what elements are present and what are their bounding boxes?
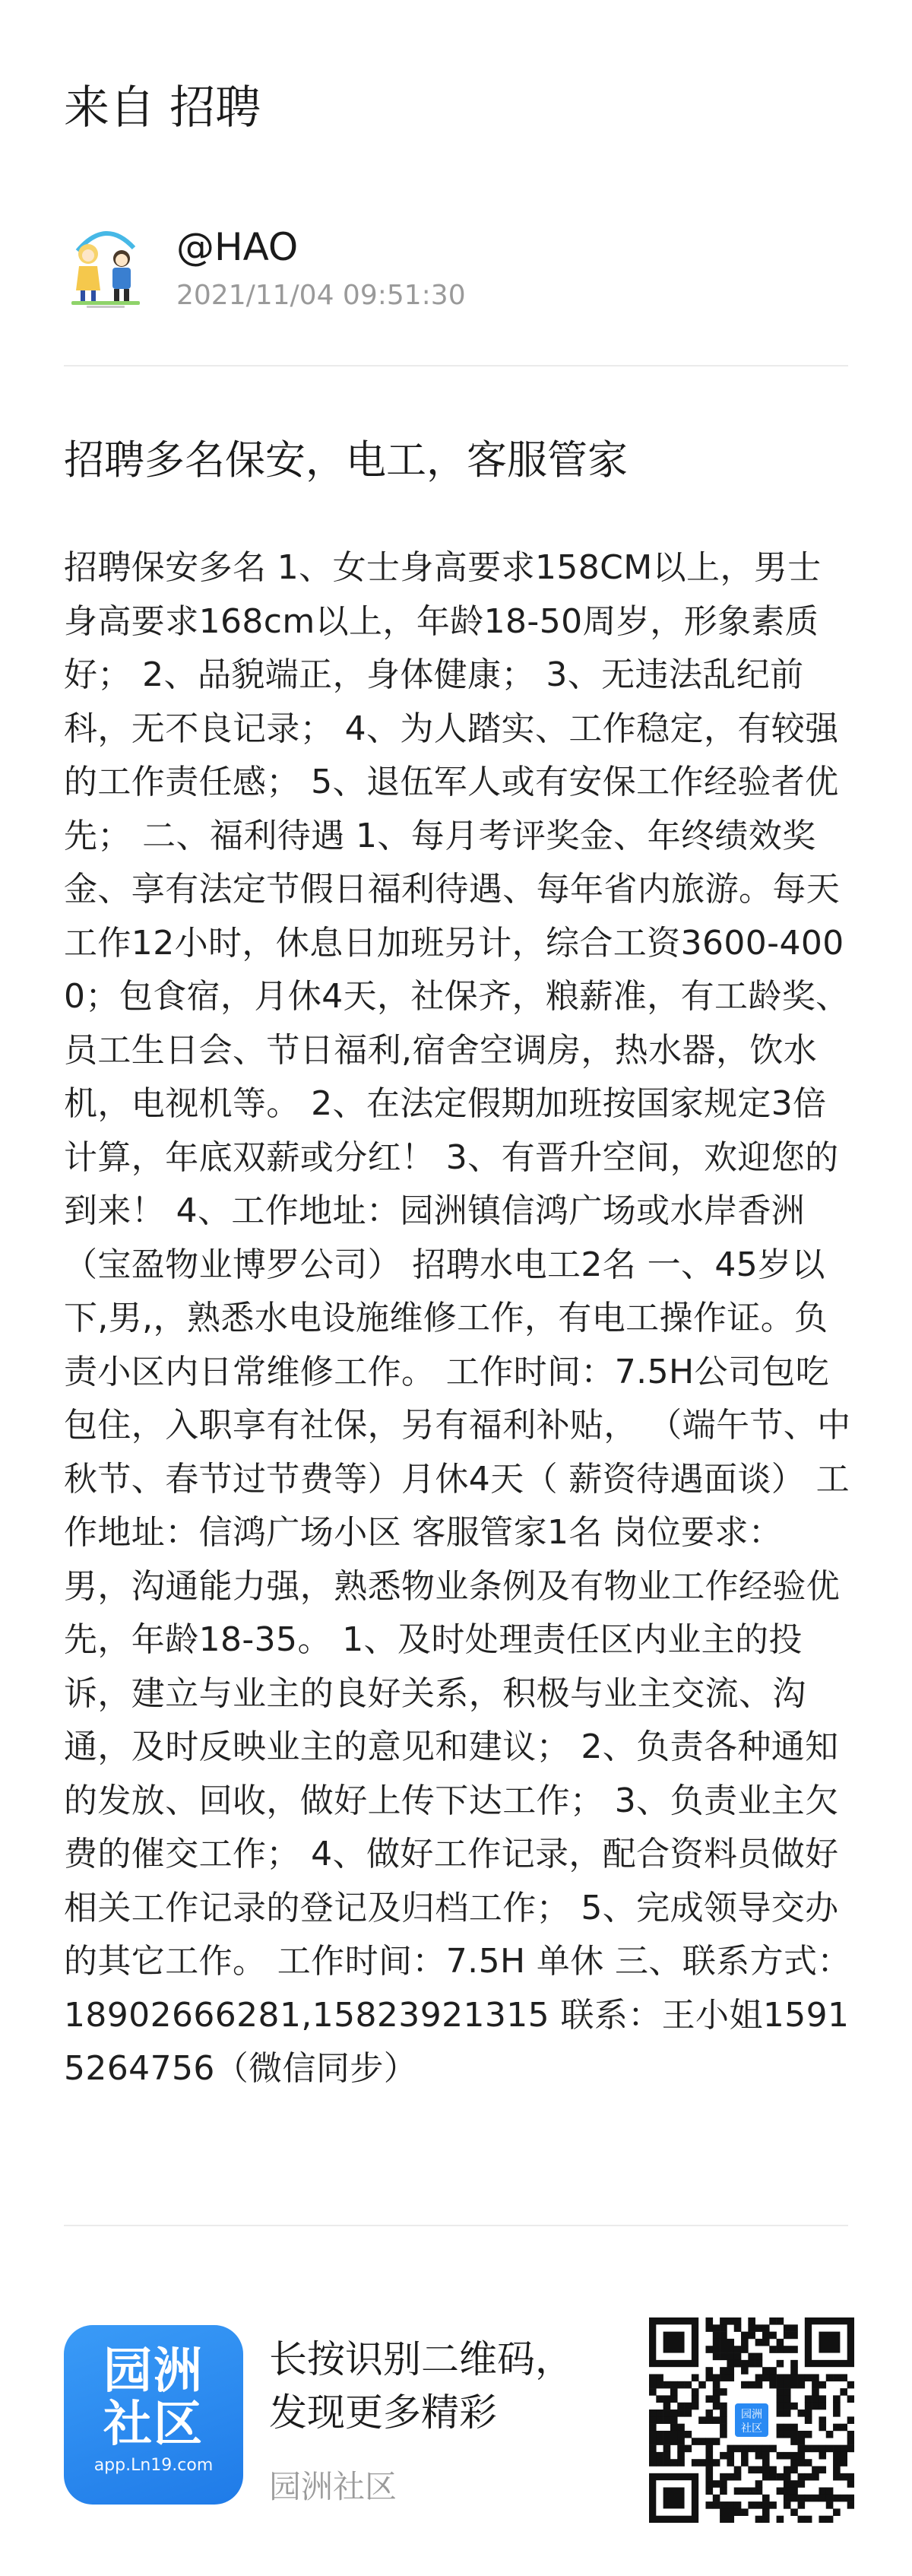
qr-code[interactable] bbox=[649, 2317, 854, 2523]
author-block bbox=[64, 220, 848, 319]
qr-center-text: 社区 bbox=[741, 2422, 762, 2435]
app-logo bbox=[64, 2325, 243, 2505]
qr-center-text: 园洲 bbox=[741, 2409, 762, 2421]
avatar[interactable] bbox=[64, 220, 147, 312]
app-logo-text: 社区 bbox=[103, 2397, 204, 2453]
author-name[interactable]: @HAO bbox=[176, 225, 299, 269]
post-body: 招聘保安多名 1、女士身高要求158CM以上，男士身高要求168cm以上，年龄18-50周岁，形象素质好； 2、品貌端正，身体健康； 3、无违法乱纪前科，无不良记录； 4、为人踏实、工作稳定，有较强的工作责任感； 5、退伍军人或有安保工作经验者优先； 二、福利待遇 1、每月考评奖金、年终绩效奖金、享有法定节假日福利待遇、每年省内旅游。每天工作12小时，休息日加班另计，综合工资3600-4000；包食宿，月休4天，社保齐，粮薪准，有工龄奖、员工生日会、节日福利,宿舍空调房，热水器，饮水机，电视机等。 2、在法定假期加班按国家规定3倍计算，年底双薪或分红！ 3、有晋升空间，欢迎您的到来！ 4、工作地址：园洲镇信鸿广场或水岸香洲（宝盈物业博罗公司） 招聘水电工2名 一、45岁以下,男,，熟悉水电设施维修工作，有电工操作证。负责小区内日常维修工作。 工作时间：7.5H公司包吃包住，入职享有社保，另有福利补贴， （端午节、中秋节、春节过节费等）月休4天（ 薪资待遇面谈） 工作地址：信鸿广场小区 客服管家1名 岗位要求： 男，沟通能力强，熟悉物业条例及有物业工作经验优先，年龄18-35。 1、及时处理责任区内业主的投诉，建立与业主的良好关系，积极与业主交流、沟通，及时反映业主的意见和建议； 2、负责各种通知的发放、回收，做好上传下达工作； 3、负责业主欠费的催交工作； 4、做好工作记录，配合资料员做好相关工作记录的登记及归档工作； 5、完成领导交办的其它工作。 工作时间：7.5H 单休 三、联系方式：18902666281,15823921315 联系：王小姐15915264756（微信同步） bbox=[64, 548, 851, 2088]
footer-text bbox=[269, 2333, 664, 2508]
qr-prompt-line-2: 发现更多精彩 bbox=[269, 2390, 497, 2435]
qr-prompt-line-1: 长按识别二维码， bbox=[269, 2337, 573, 2381]
qr-center-logo bbox=[732, 2400, 771, 2440]
divider bbox=[64, 365, 848, 366]
app-logo-text: 园洲 bbox=[103, 2343, 204, 2400]
community-name: 园洲社区 bbox=[269, 2468, 397, 2505]
page-title: 来自 招聘 bbox=[64, 81, 261, 135]
post-timestamp: 2021/11/04 09:51:30 bbox=[176, 280, 466, 311]
cartoon-avatar-icon bbox=[64, 220, 147, 312]
app-logo-url: app.Ln19.com bbox=[93, 2456, 214, 2475]
divider bbox=[64, 2225, 848, 2226]
post-title: 招聘多名保安，电工，客服管家 bbox=[64, 437, 628, 484]
footer-promo bbox=[64, 2317, 854, 2523]
